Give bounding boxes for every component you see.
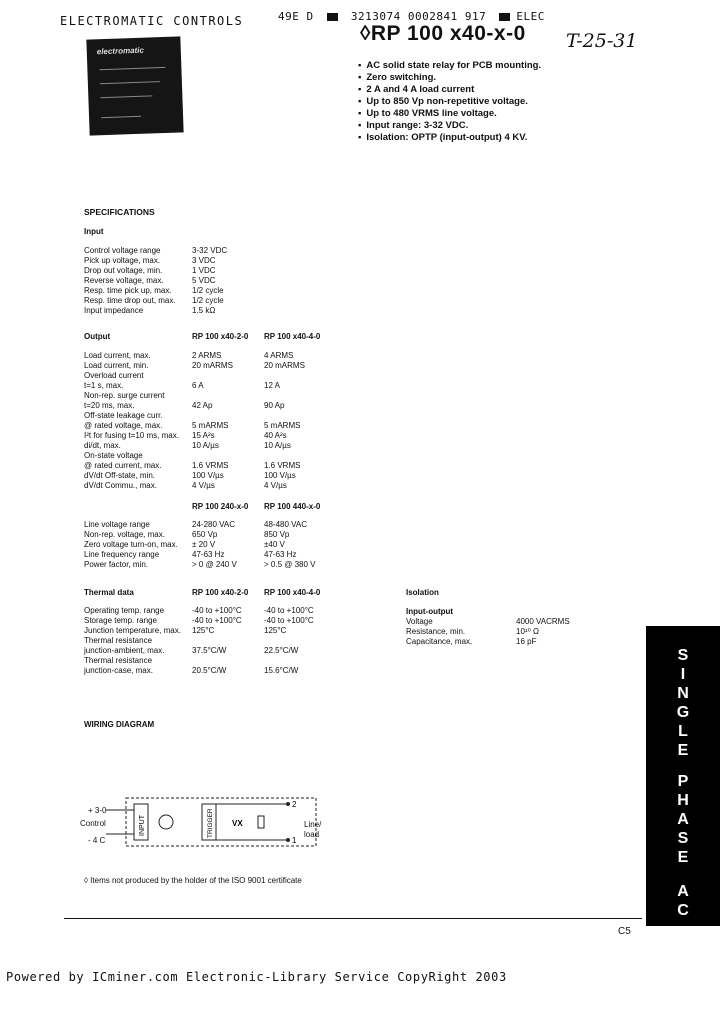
input-block-label: INPUT [139, 815, 146, 836]
table-row: Input impedance 1.5 kΩ [84, 306, 216, 315]
footer-credit: Powered by ICminer.com Electronic-Library Service CopyRight 2003 [6, 970, 507, 984]
table-row: Line voltage range 24-280 VAC 48-480 VAC [84, 520, 307, 529]
sidebar-letter: S [677, 647, 689, 664]
feature-item: ▪ Input range: 3-32 VDC. [358, 120, 541, 132]
thermal-heading: Thermal data [84, 588, 134, 597]
handwritten-note: T-25-31 [566, 30, 638, 52]
table-row: di/dt, max. 10 A/µs 10 A/µs [84, 441, 291, 450]
line-header [84, 502, 364, 512]
table-row: Control voltage range 3-32 VDC [84, 246, 228, 255]
table-row: t=20 ms, max. 42 Ap 90 Ap [84, 401, 285, 410]
line-label: Line/ [304, 820, 322, 829]
sidebar-letter: L [678, 723, 688, 740]
table-row: Non-rep. voltage, max. 650 Vp 850 Vp [84, 530, 290, 539]
line-table [84, 520, 364, 570]
code-mid: 3213074 0002841 917 [350, 10, 487, 23]
sidebar-word [646, 772, 720, 867]
sidebar-line-3 [646, 882, 720, 920]
sidebar-letter: P [677, 773, 689, 790]
table-row: Storage temp. range -40 to +100°C -40 to +100°C [84, 616, 314, 625]
line-col1: RP 100 240-x-0 [192, 502, 249, 511]
thermal-col2: RP 100 x40-4-0 [264, 588, 321, 597]
plus-label: + 3-0 [88, 806, 107, 815]
table-row: Drop out voltage, min. 1 VDC [84, 266, 216, 275]
line-col2: RP 100 440-x-0 [264, 502, 321, 511]
code-right: ELEC [516, 10, 545, 23]
specifications-heading: SPECIFICATIONS [84, 207, 155, 217]
table-row: Line frequency range 47-63 Hz 47-63 Hz [84, 550, 297, 559]
output-heading: Output [84, 332, 111, 341]
wiring-heading: WIRING DIAGRAM [84, 720, 155, 729]
input-heading: Input [84, 227, 104, 236]
vx-label: VX [232, 819, 243, 828]
sidebar-word [646, 882, 720, 920]
table-row: Voltage 4000 VACRMS [406, 617, 570, 626]
thermal-table [84, 606, 364, 676]
product-photo [86, 36, 183, 135]
table-row: Operating temp. range -40 to +100°C -40 to +100°C [84, 606, 314, 615]
isolation-heading: Isolation [406, 588, 439, 597]
sidebar-letter: S [677, 830, 689, 847]
table-row: Reverse voltage, max. 5 VDC [84, 276, 216, 285]
sidebar-letter: A [677, 883, 689, 900]
sidebar-line-2 [646, 772, 720, 867]
table-row: @ rated current, max. 1.6 VRMS 1.6 VRMS [84, 461, 301, 470]
sidebar-letter: G [676, 704, 690, 721]
load-label: load [304, 830, 320, 839]
sidebar-letter: E [677, 742, 689, 759]
optocoupler [159, 815, 173, 829]
feature-item: ▪ Isolation: OPTP (input-output) 4 KV. [358, 132, 541, 144]
category-sidebar [646, 626, 720, 926]
sidebar-line-1 [646, 646, 720, 760]
control-label: Control [80, 819, 106, 828]
table-row: Thermal resistance [84, 636, 153, 645]
page-number: C5 [618, 926, 631, 937]
brand-logo: electromatic [96, 45, 145, 57]
trigger-block-label: TRIGGER [207, 808, 214, 838]
sidebar-letter: A [677, 811, 689, 828]
table-row: @ rated voltage, max. 5 mARMS 5 mARMS [84, 421, 301, 430]
minus-label: - 4 C [88, 836, 106, 845]
output-header [84, 332, 364, 342]
isolation-subheading: Input-output [406, 607, 454, 616]
table-row: Load current, max. 2 ARMS 4 ARMS [84, 351, 294, 360]
table-row: dV/dt Commu., max. 4 V/µs 4 V/µs [84, 481, 287, 490]
output-col2: RP 100 x40-4-0 [264, 332, 321, 341]
table-row: Pick up voltage, max. 3 VDC [84, 256, 216, 265]
pin-2-label: 2 [292, 800, 297, 809]
table-row: dV/dt Off-state, min. 100 V/µs 100 V/µs [84, 471, 296, 480]
input-table [84, 246, 284, 316]
table-row: On-state voltage [84, 451, 143, 460]
table-row: Resp. time drop out, max. 1/2 cycle [84, 296, 224, 305]
table-row: Zero voltage turn-on, max. ± 20 V ±40 V [84, 540, 285, 549]
table-row: Junction temperature, max. 125°C 125°C [84, 626, 287, 635]
table-row: Non-rep. surge current [84, 391, 165, 400]
sidebar-letter: N [677, 685, 689, 702]
footnote: ◊ Items not produced by the holder of the ISO 9001 certificate [84, 876, 302, 885]
table-row: I²t for fusing t=10 ms, max. 15 A²s 40 A²s [84, 431, 287, 440]
black-mark [499, 13, 510, 21]
pin-1-label: 1 [292, 836, 297, 845]
sidebar-word [646, 646, 720, 760]
product-title: ◊RP 100 x40-x-0 [360, 22, 526, 45]
table-row: Load current, min. 20 mARMS 20 mARMS [84, 361, 305, 370]
divider [64, 918, 642, 919]
table-row: Power factor, min. > 0 @ 240 V > 0.5 @ 380 V [84, 560, 316, 569]
feature-item: ▪ AC solid state relay for PCB mounting. [358, 60, 541, 72]
table-row: junction-case, max. 20.5°C/W 15.6°C/W [84, 666, 299, 675]
feature-item: ▪ 2 A and 4 A load current [358, 84, 541, 96]
table-row: t=1 s, max. 6 A 12 A [84, 381, 281, 390]
code-left: 49E D [278, 10, 314, 23]
feature-list [358, 60, 541, 144]
table-row: junction-ambient, max. 37.5°C/W 22.5°C/W [84, 646, 299, 655]
output-col1: RP 100 x40-2-0 [192, 332, 249, 341]
sidebar-letter: I [680, 666, 686, 683]
table-row: Resp. time pick up, max. 1/2 cycle [84, 286, 224, 295]
table-row: Thermal resistance [84, 656, 153, 665]
thermal-header [84, 588, 364, 598]
black-mark [327, 13, 338, 21]
table-row: Overload current [84, 371, 144, 380]
sidebar-letter: E [677, 849, 689, 866]
feature-item: ▪ Zero switching. [358, 72, 541, 84]
wiring-diagram [76, 790, 336, 860]
thermal-col1: RP 100 x40-2-0 [192, 588, 249, 597]
isolation-table [406, 588, 606, 647]
output-table [84, 351, 364, 491]
sidebar-letter: C [677, 902, 689, 919]
table-row: Capacitance, max. 16 pF [406, 637, 537, 646]
sidebar-letter: H [677, 792, 689, 809]
feature-item: ▪ Up to 480 VRMS line voltage. [358, 108, 541, 120]
feature-item: ▪ Up to 850 Vp non-repetitive voltage. [358, 96, 541, 108]
resistor [258, 816, 264, 828]
table-row: Resistance, min. 10¹⁰ Ω [406, 627, 539, 636]
company-name: ELECTROMATIC CONTROLS [60, 14, 244, 28]
table-row: Off-state leakage curr. [84, 411, 163, 420]
